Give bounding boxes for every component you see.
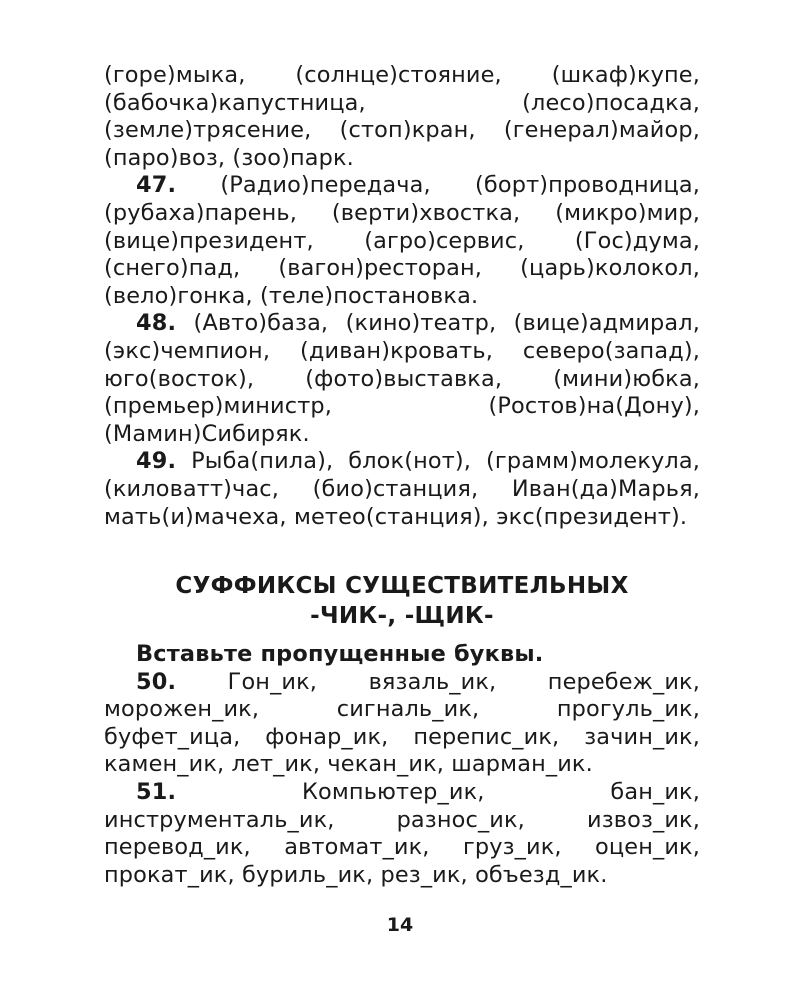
exercise-number: 48. (136, 310, 177, 337)
exercise-text: (Радио)передача, (борт)проводница, (рубаха)парень, (верти)хвостка, (микро)мир, (вице)президент, (агро)сервис, (Гос)дума, (снего)пад, (вагон)ресторан, (царь)колокол, (вело)гонка, (теле)постановка. (104, 172, 700, 309)
section-heading (104, 571, 700, 631)
exercise-text: (Авто)база, (кино)театр, (вице)адмирал, (экс)чемпион, (диван)кровать, северо(запад), юго(восток), (фото)выставка, (мини)юбка, (премьер)министр, (Ростов)на(Дону), (Мамин)Сибиряк. (104, 310, 700, 447)
exercise-number: 49. (136, 448, 177, 475)
exercise-instruction: Вставьте пропущенные буквы. (136, 641, 544, 668)
exercise-text: Гон_ик, вязаль_ик, перебеж_ик, морожен_ик, сигналь_ик, прогуль_ик, буфет_ица, фонар_ик, перепис_ик, зачин_ик, камен_ик, лет_ик, чекан_ик, шарман_ик. (104, 668, 700, 778)
exercise-number: 51. (136, 779, 177, 806)
exercise-text: Компьютер_ик, бан_ик, инструменталь_ик, разнос_ик, извоз_ик, перевод_ик, автомат_ик, груз_ик, оцен_ик, прокат_ик, буриль_ик, рез_ик, объезд_ик. (104, 779, 700, 888)
paragraph-text: (горе)мыка, (солнце)стояние, (шкаф)купе, (бабочка)капустница, (лесо)посадка, (земле)трясение, (стоп)кран, (генерал)майор, (паро)воз, (зоо)парк. (104, 62, 700, 171)
exercise-48 (104, 310, 700, 448)
paragraph-46-continued (104, 62, 700, 172)
page-number: 14 (386, 914, 414, 936)
exercise-47 (104, 172, 700, 310)
section-title-line-2: -ЧИК-, -ЩИК- (310, 603, 494, 630)
exercise-50 (104, 669, 700, 779)
exercise-51 (104, 779, 700, 889)
exercise-text: Рыба(пила), блок(нот), (грамм)молекула, (киловатт)час, (био)станция, Иван(да)Марья, мать(и)мачеха, метео(станция), экс(президент). (104, 448, 700, 530)
section-title-line-1: СУФФИКСЫ СУЩЕСТВИТЕЛЬНЫХ (175, 573, 629, 600)
exercise-number: 47. (136, 172, 177, 199)
page-content (104, 62, 700, 889)
exercise-49 (104, 448, 700, 531)
exercise-number: 50. (136, 668, 177, 695)
